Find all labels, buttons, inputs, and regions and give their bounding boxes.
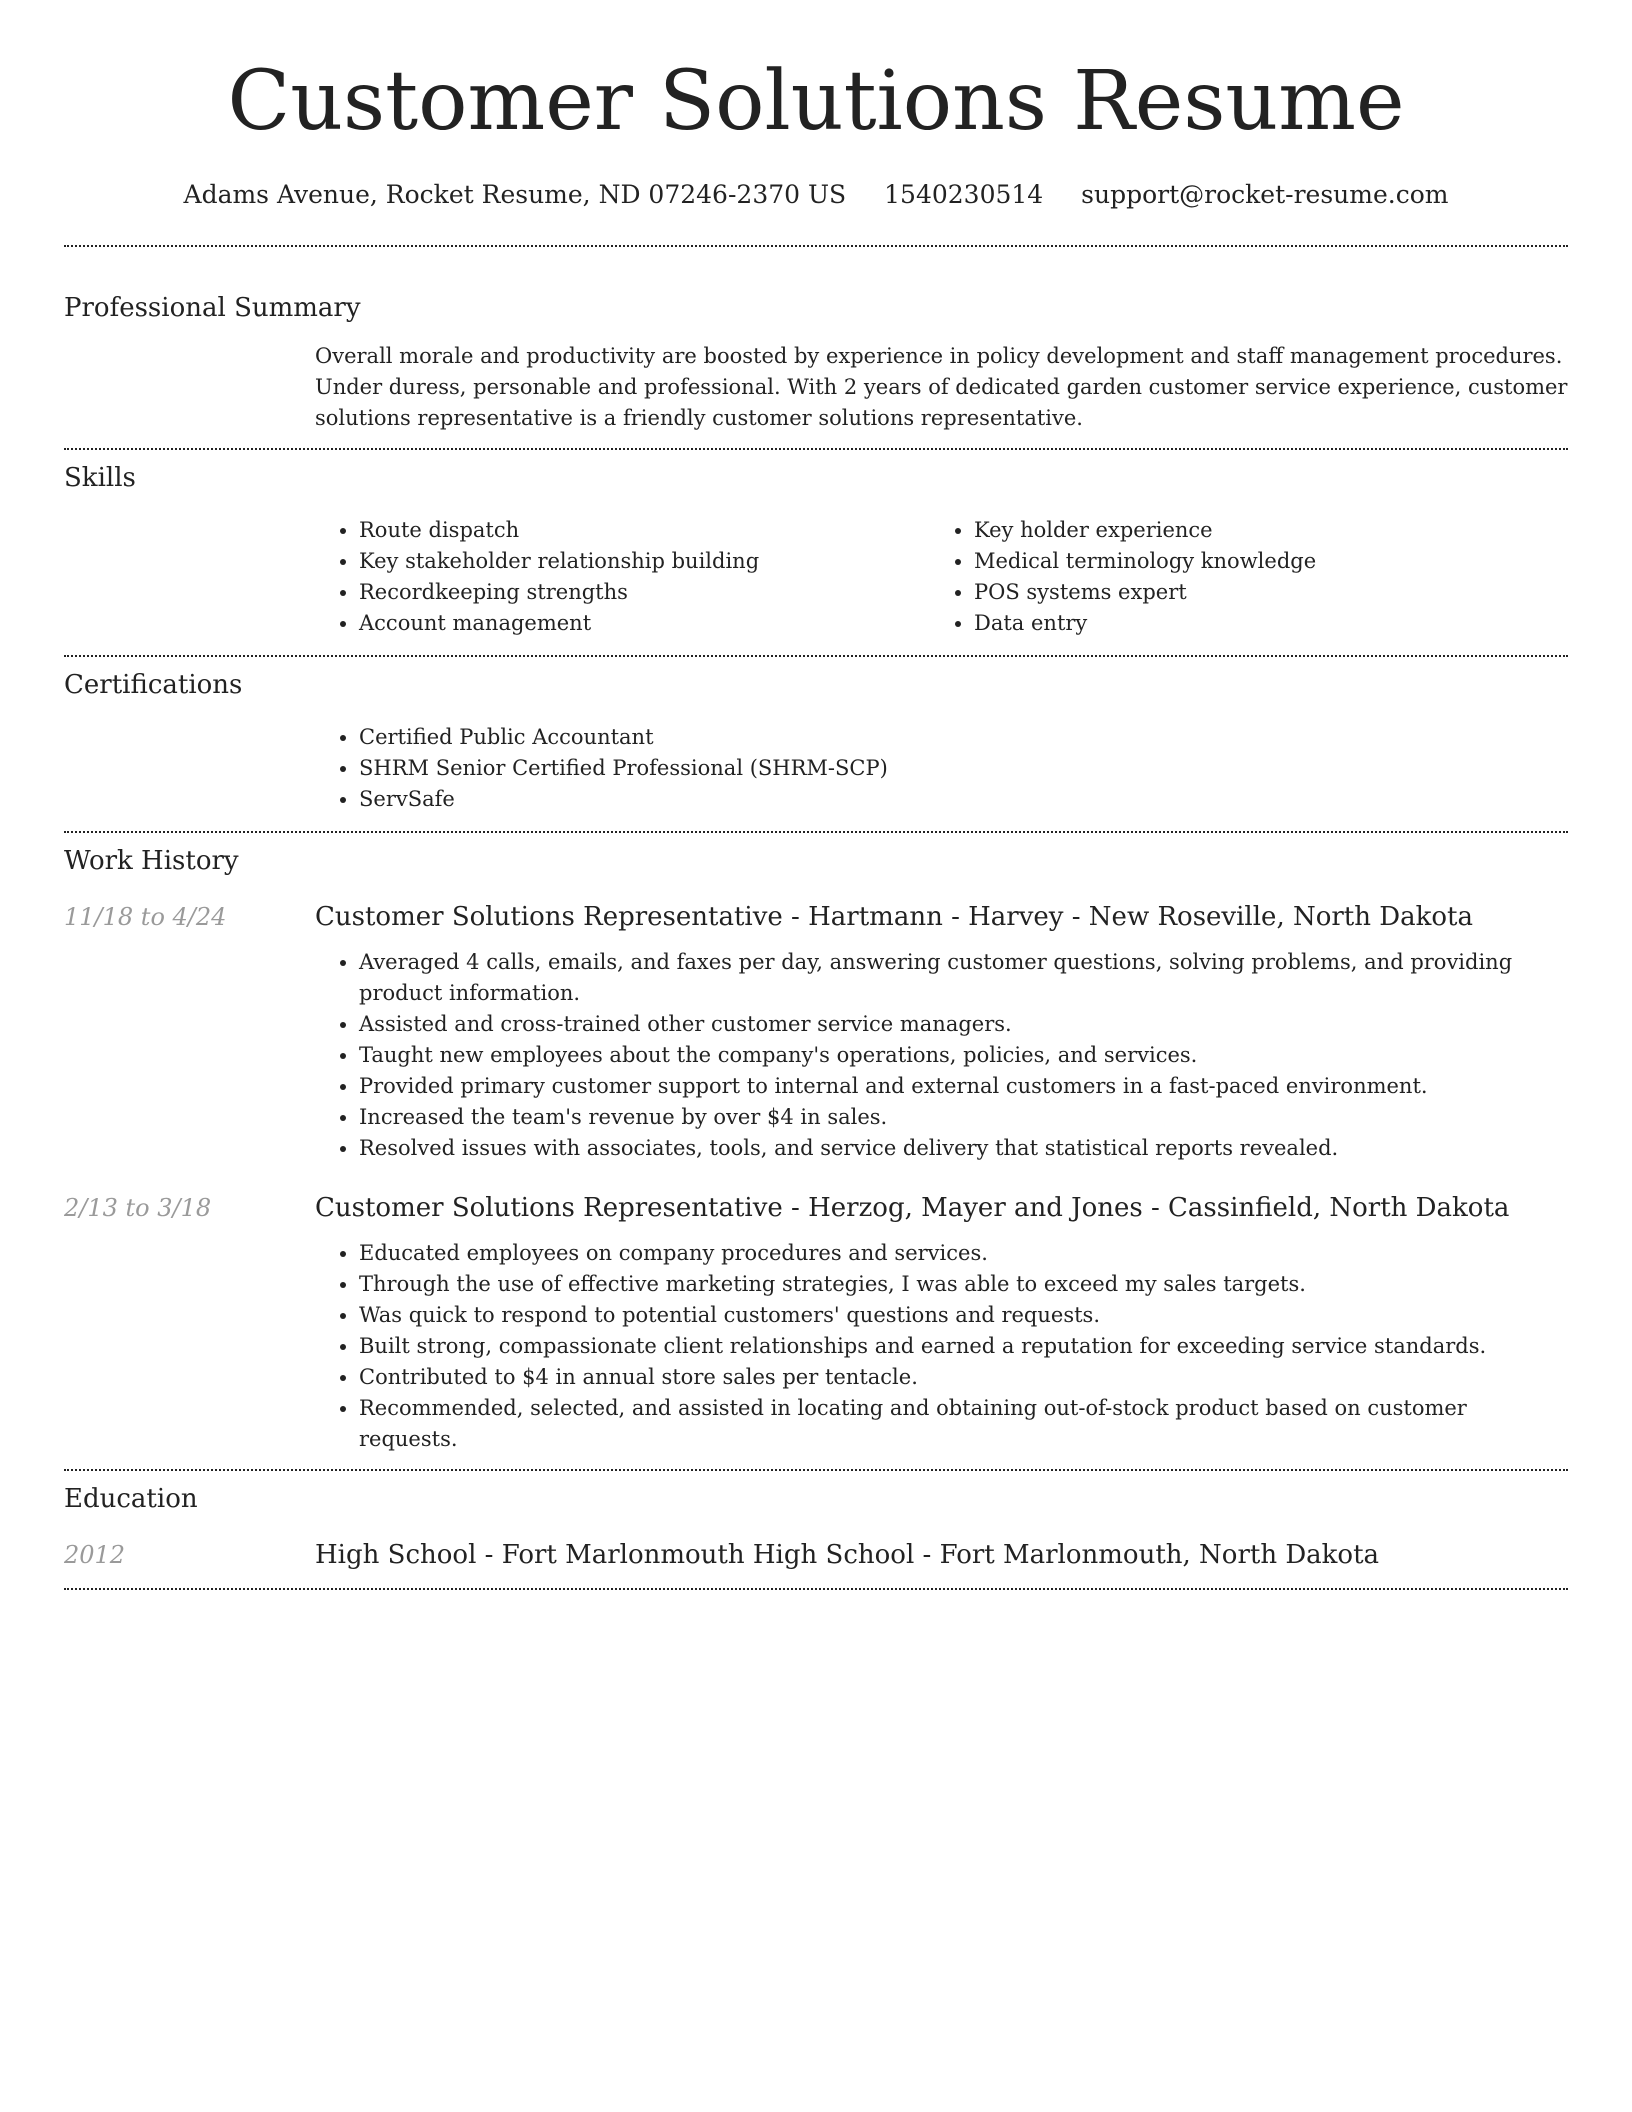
job-bullet: • Taught new employees about the company's operations, policies, and services. — [359, 1040, 1568, 1071]
skills-heading: Skills — [64, 463, 136, 493]
skills-list-left — [315, 515, 930, 639]
job-bullet-list — [315, 947, 1568, 1164]
divider — [64, 245, 1568, 247]
divider — [64, 1469, 1568, 1471]
contact-line — [64, 178, 1568, 212]
job-bullet: • Recommended, selected, and assisted in locating and obtaining out-of-stock product based on customer requests. — [359, 1393, 1568, 1455]
resume-title: Customer Solutions Resume — [227, 54, 1405, 149]
certification-item: • Certified Public Accountant — [359, 722, 1568, 753]
job-bullet: • Increased the team's revenue by over $4 in sales. — [359, 1102, 1568, 1133]
job-dates: 11/18 to 4/24 — [64, 903, 227, 931]
certifications-list — [315, 722, 1568, 815]
contact-address: Adams Avenue, Rocket Resume, ND 07246-2370 US — [183, 180, 847, 209]
skill-item: • Recordkeeping strengths — [359, 577, 930, 608]
summary-content — [315, 341, 1568, 434]
certification-item: • ServSafe — [359, 784, 1568, 815]
divider — [64, 448, 1568, 450]
certifications-content — [315, 722, 1568, 815]
job-bullet: • Resolved issues with associates, tools, and service delivery that statistical reports revealed. — [359, 1133, 1568, 1164]
summary-heading: Professional Summary — [64, 293, 361, 323]
skill-item: • Account management — [359, 608, 930, 639]
education-entry — [64, 1538, 1568, 1572]
summary-text: Overall morale and productivity are boosted by experience in policy development and staff management procedures. Under duress, personable and professional. With 2 years of dedicated garden customer service experience, customer solutions representative is a friendly customer solutions representative. — [315, 344, 1568, 430]
skills-grid — [315, 515, 1568, 639]
job-dates: 2/13 to 3/18 — [64, 1194, 212, 1222]
skill-item: • Data entry — [974, 608, 1545, 639]
job-entry — [64, 1191, 1568, 1455]
divider — [64, 655, 1568, 657]
job-title: Customer Solutions Representative - Hartmann - Harvey - New Roseville, North Dakota — [315, 902, 1473, 932]
job-bullet: • Averaged 4 calls, emails, and faxes per day, answering customer questions, solving problems, and providing product information. — [359, 947, 1568, 1009]
divider — [64, 1588, 1568, 1590]
contact-email: support@rocket-resume.com — [1081, 180, 1449, 209]
job-header — [64, 1191, 1568, 1225]
job-title: Customer Solutions Representative - Herzog, Mayer and Jones - Cassinfield, North Dakota — [315, 1193, 1510, 1223]
job-bullets — [315, 1238, 1568, 1455]
contact-phone: 1540230514 — [884, 180, 1044, 209]
work-history-heading: Work History — [64, 846, 239, 876]
job-bullet-list — [315, 1238, 1568, 1455]
summary-section — [64, 291, 1568, 434]
work-history-section — [64, 844, 1568, 1455]
skill-item: • Key stakeholder relationship building — [359, 546, 930, 577]
education-year: 2012 — [64, 1541, 126, 1569]
skill-item: • Medical terminology knowledge — [974, 546, 1545, 577]
education-section — [64, 1482, 1568, 1572]
job-bullet: • Through the use of effective marketing strategies, I was able to exceed my sales targets. — [359, 1269, 1568, 1300]
education-heading: Education — [64, 1484, 198, 1514]
job-bullet: • Educated employees on company procedures and services. — [359, 1238, 1568, 1269]
certifications-heading: Certifications — [64, 670, 243, 700]
certification-item: • SHRM Senior Certified Professional (SHRM-SCP) — [359, 753, 1568, 784]
skills-section — [64, 461, 1568, 639]
skills-column-left — [315, 515, 930, 639]
job-header — [64, 900, 1568, 934]
job-bullet: • Built strong, compassionate client relationships and earned a reputation for exceeding service standards. — [359, 1331, 1568, 1362]
skill-item: • POS systems expert — [974, 577, 1545, 608]
certifications-section — [64, 668, 1568, 815]
job-bullet: • Was quick to respond to potential customers' questions and requests. — [359, 1300, 1568, 1331]
job-bullets — [315, 947, 1568, 1164]
job-bullet: • Provided primary customer support to internal and external customers in a fast-paced environment. — [359, 1071, 1568, 1102]
education-title: High School - Fort Marlonmouth High School - Fort Marlonmouth, North Dakota — [315, 1540, 1380, 1570]
job-entry — [64, 900, 1568, 1164]
skill-item: • Key holder experience — [974, 515, 1545, 546]
skill-item: • Route dispatch — [359, 515, 930, 546]
skills-column-right — [930, 515, 1545, 639]
skills-list-right — [930, 515, 1545, 639]
job-bullet: • Assisted and cross-trained other customer service managers. — [359, 1009, 1568, 1040]
job-bullet: • Contributed to $4 in annual store sales per tentacle. — [359, 1362, 1568, 1393]
divider — [64, 831, 1568, 833]
